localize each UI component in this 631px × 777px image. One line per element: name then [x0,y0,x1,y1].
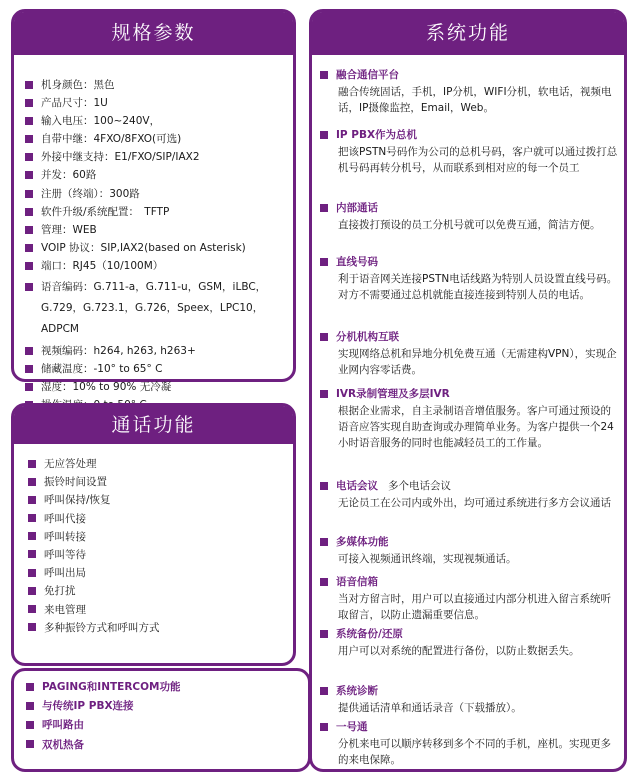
feature-description: 直接拨打预设的员工分机号就可以免费互通，简洁方便。 [338,219,601,231]
feature-title: 多媒体功能 [336,536,389,548]
square-bullet-icon [320,578,328,586]
square-bullet-icon [26,721,34,729]
feature-title: 分机机构互联 [336,331,399,343]
spec-item: 并发：60路 [25,168,289,182]
square-bullet-icon [320,630,328,638]
square-bullet-icon [25,117,33,125]
feature-block [320,478,618,511]
spec-item: 软件升级/系统配置： TFTP [25,205,289,219]
square-bullet-icon [28,460,36,468]
call-feature-item: 振铃时间设置 [28,474,160,489]
square-bullet-icon [28,587,36,595]
call-feature-item: 呼叫代接 [28,511,160,526]
feature-title: 电话会议 [336,480,378,492]
square-bullet-icon [320,71,328,79]
spec-item: 湿度：10% to 90% 无冷凝 [25,380,289,394]
call-feature-item: 来电管理 [28,602,160,617]
square-bullet-icon [28,514,36,522]
square-bullet-icon [25,365,33,373]
square-bullet-icon [320,687,328,695]
spec-item: 储藏温度：-10° to 65° C [25,362,289,376]
square-bullet-icon [320,204,328,212]
square-bullet-icon [25,208,33,216]
feature-block [320,719,618,768]
call-feature-item: 呼叫保持/恢复 [28,492,160,507]
feature-description: 融合传统固话，手机，IP分机，WIFI分机，软电话，视频电话，IP摄像监控，Email，Web。 [338,86,612,115]
square-bullet-icon [28,623,36,631]
feature-block [320,683,618,716]
call-features-list [28,456,160,638]
square-bullet-icon [25,262,33,270]
spec-panel-title: 规格参数 [14,12,293,55]
feature-description: 利于语音网关连接PSTN电话线路为特别人员设置直线号码。对方不需要通过总机就能直接连接到特别人员的电话。 [338,273,618,302]
spec-item: 输入电压：100~240V， [25,114,289,128]
square-bullet-icon [25,153,33,161]
square-bullet-icon [25,383,33,391]
square-bullet-icon [25,99,33,107]
spec-item: 视频编码：h264, h263, h263+ [25,344,289,358]
spec-item: VOIP 协议：SIP,IAX2(based on Asterisk) [25,241,289,255]
spec-item: 机身颜色：黑色 [25,78,289,92]
square-bullet-icon [320,333,328,341]
square-bullet-icon [25,135,33,143]
extra-features-list [26,679,180,756]
spec-item: 外接中继支持：E1/FXO/SIP/IAX2 [25,150,289,164]
feature-title: 直线号码 [336,256,378,268]
spec-item: 管理：WEB [25,223,289,237]
square-bullet-icon [25,283,33,291]
square-bullet-icon [25,226,33,234]
feature-description: 提供通话清单和通话录音（下载播放）。 [338,702,522,714]
call-feature-item: 呼叫出局 [28,565,160,580]
square-bullet-icon [25,190,33,198]
feature-title: 系统备份/还原 [336,628,403,640]
feature-block [320,534,618,567]
feature-block [320,67,618,116]
square-bullet-icon [28,550,36,558]
extra-feature-item: PAGING和INTERCOM功能 [26,679,180,694]
system-features-title: 系统功能 [312,12,624,55]
square-bullet-icon [28,478,36,486]
spec-item: 端口：RJ45（10/100M） [25,259,289,273]
feature-title: IP PBX作为总机 [336,129,418,141]
feature-description: 把该PSTN号码作为公司的总机号码，客户就可以通过拨打总机号码再转分机号，从而联系到相对应的每一个员工 [338,146,618,175]
feature-title: 系统诊断 [336,685,378,697]
feature-description: 可接入视频通讯终端，实现视频通话。 [338,553,517,565]
call-feature-item: 呼叫等待 [28,547,160,562]
square-bullet-icon [25,81,33,89]
square-bullet-icon [26,740,34,748]
call-feature-item: 多种振铃方式和呼叫方式 [28,620,160,635]
extra-feature-item: 呼叫路由 [26,717,180,732]
square-bullet-icon [320,723,328,731]
spec-item: 自带中继：4FXO/8FXO(可选) [25,132,289,146]
feature-block [320,200,618,233]
feature-title: 语音信箱 [336,576,378,588]
feature-block [320,574,618,623]
square-bullet-icon [28,496,36,504]
spec-item: 语音编码：G.711-a，G.711-u，GSM，iLBC，G.729，G.723.1，G.726，Speex，LPC10，ADPCM [25,277,289,340]
feature-title: 一号通 [336,721,368,733]
feature-title: IVR录制管理及多层IVR [336,388,450,400]
feature-description: 实现网络总机和异地分机免费互通（无需建构VPN），实现企业网内容零话费。 [338,348,617,377]
feature-block [320,127,618,176]
square-bullet-icon [320,390,328,398]
square-bullet-icon [320,131,328,139]
feature-description: 无论员工在公司内或外出，均可通过系统进行多方会议通话 [338,497,611,509]
feature-title: 融合通信平台 [336,69,399,81]
call-feature-item: 免打扰 [28,583,160,598]
call-features-title: 通话功能 [14,406,293,444]
square-bullet-icon [25,244,33,252]
feature-description: 当对方留言时，用户可以直接通过内部分机进入留言系统听取留言，以防止遗漏重要信息。 [338,593,611,622]
feature-description: 根据企业需求，自主录制语音增值服务。客户可通过预设的语音应答实现自助查询或办理简单业务。为客户提供一个24小时语音服务的同时也能减轻员工的工作量。 [338,405,614,450]
feature-block [320,329,618,378]
feature-subtitle: 多个电话会议 [388,480,451,492]
square-bullet-icon [320,258,328,266]
spec-list [25,78,289,417]
square-bullet-icon [26,683,34,691]
spec-panel [11,9,296,394]
square-bullet-icon [320,538,328,546]
call-features-panel [11,403,296,666]
call-feature-item: 无应答处理 [28,456,160,471]
feature-description: 分机来电可以顺序转移到多个不同的手机，座机。实现更多的来电保障。 [338,738,611,767]
feature-description: 用户可以对系统的配置进行备份，以防止数据丢失。 [338,645,580,657]
square-bullet-icon [25,347,33,355]
square-bullet-icon [320,482,328,490]
square-bullet-icon [26,702,34,710]
extra-features-panel [11,668,311,772]
feature-block [320,254,618,303]
feature-block [320,386,618,452]
square-bullet-icon [25,171,33,179]
square-bullet-icon [28,569,36,577]
square-bullet-icon [28,605,36,613]
extra-feature-item: 与传统IP PBX连接 [26,698,180,713]
feature-block [320,626,618,659]
square-bullet-icon [28,532,36,540]
call-feature-item: 呼叫转接 [28,529,160,544]
system-features-panel [309,9,627,772]
spec-item: 注册（终端）：300路 [25,187,289,201]
feature-title: 内部通话 [336,202,378,214]
extra-feature-item: 双机热备 [26,737,180,752]
spec-item: 产品尺寸：1U [25,96,289,110]
